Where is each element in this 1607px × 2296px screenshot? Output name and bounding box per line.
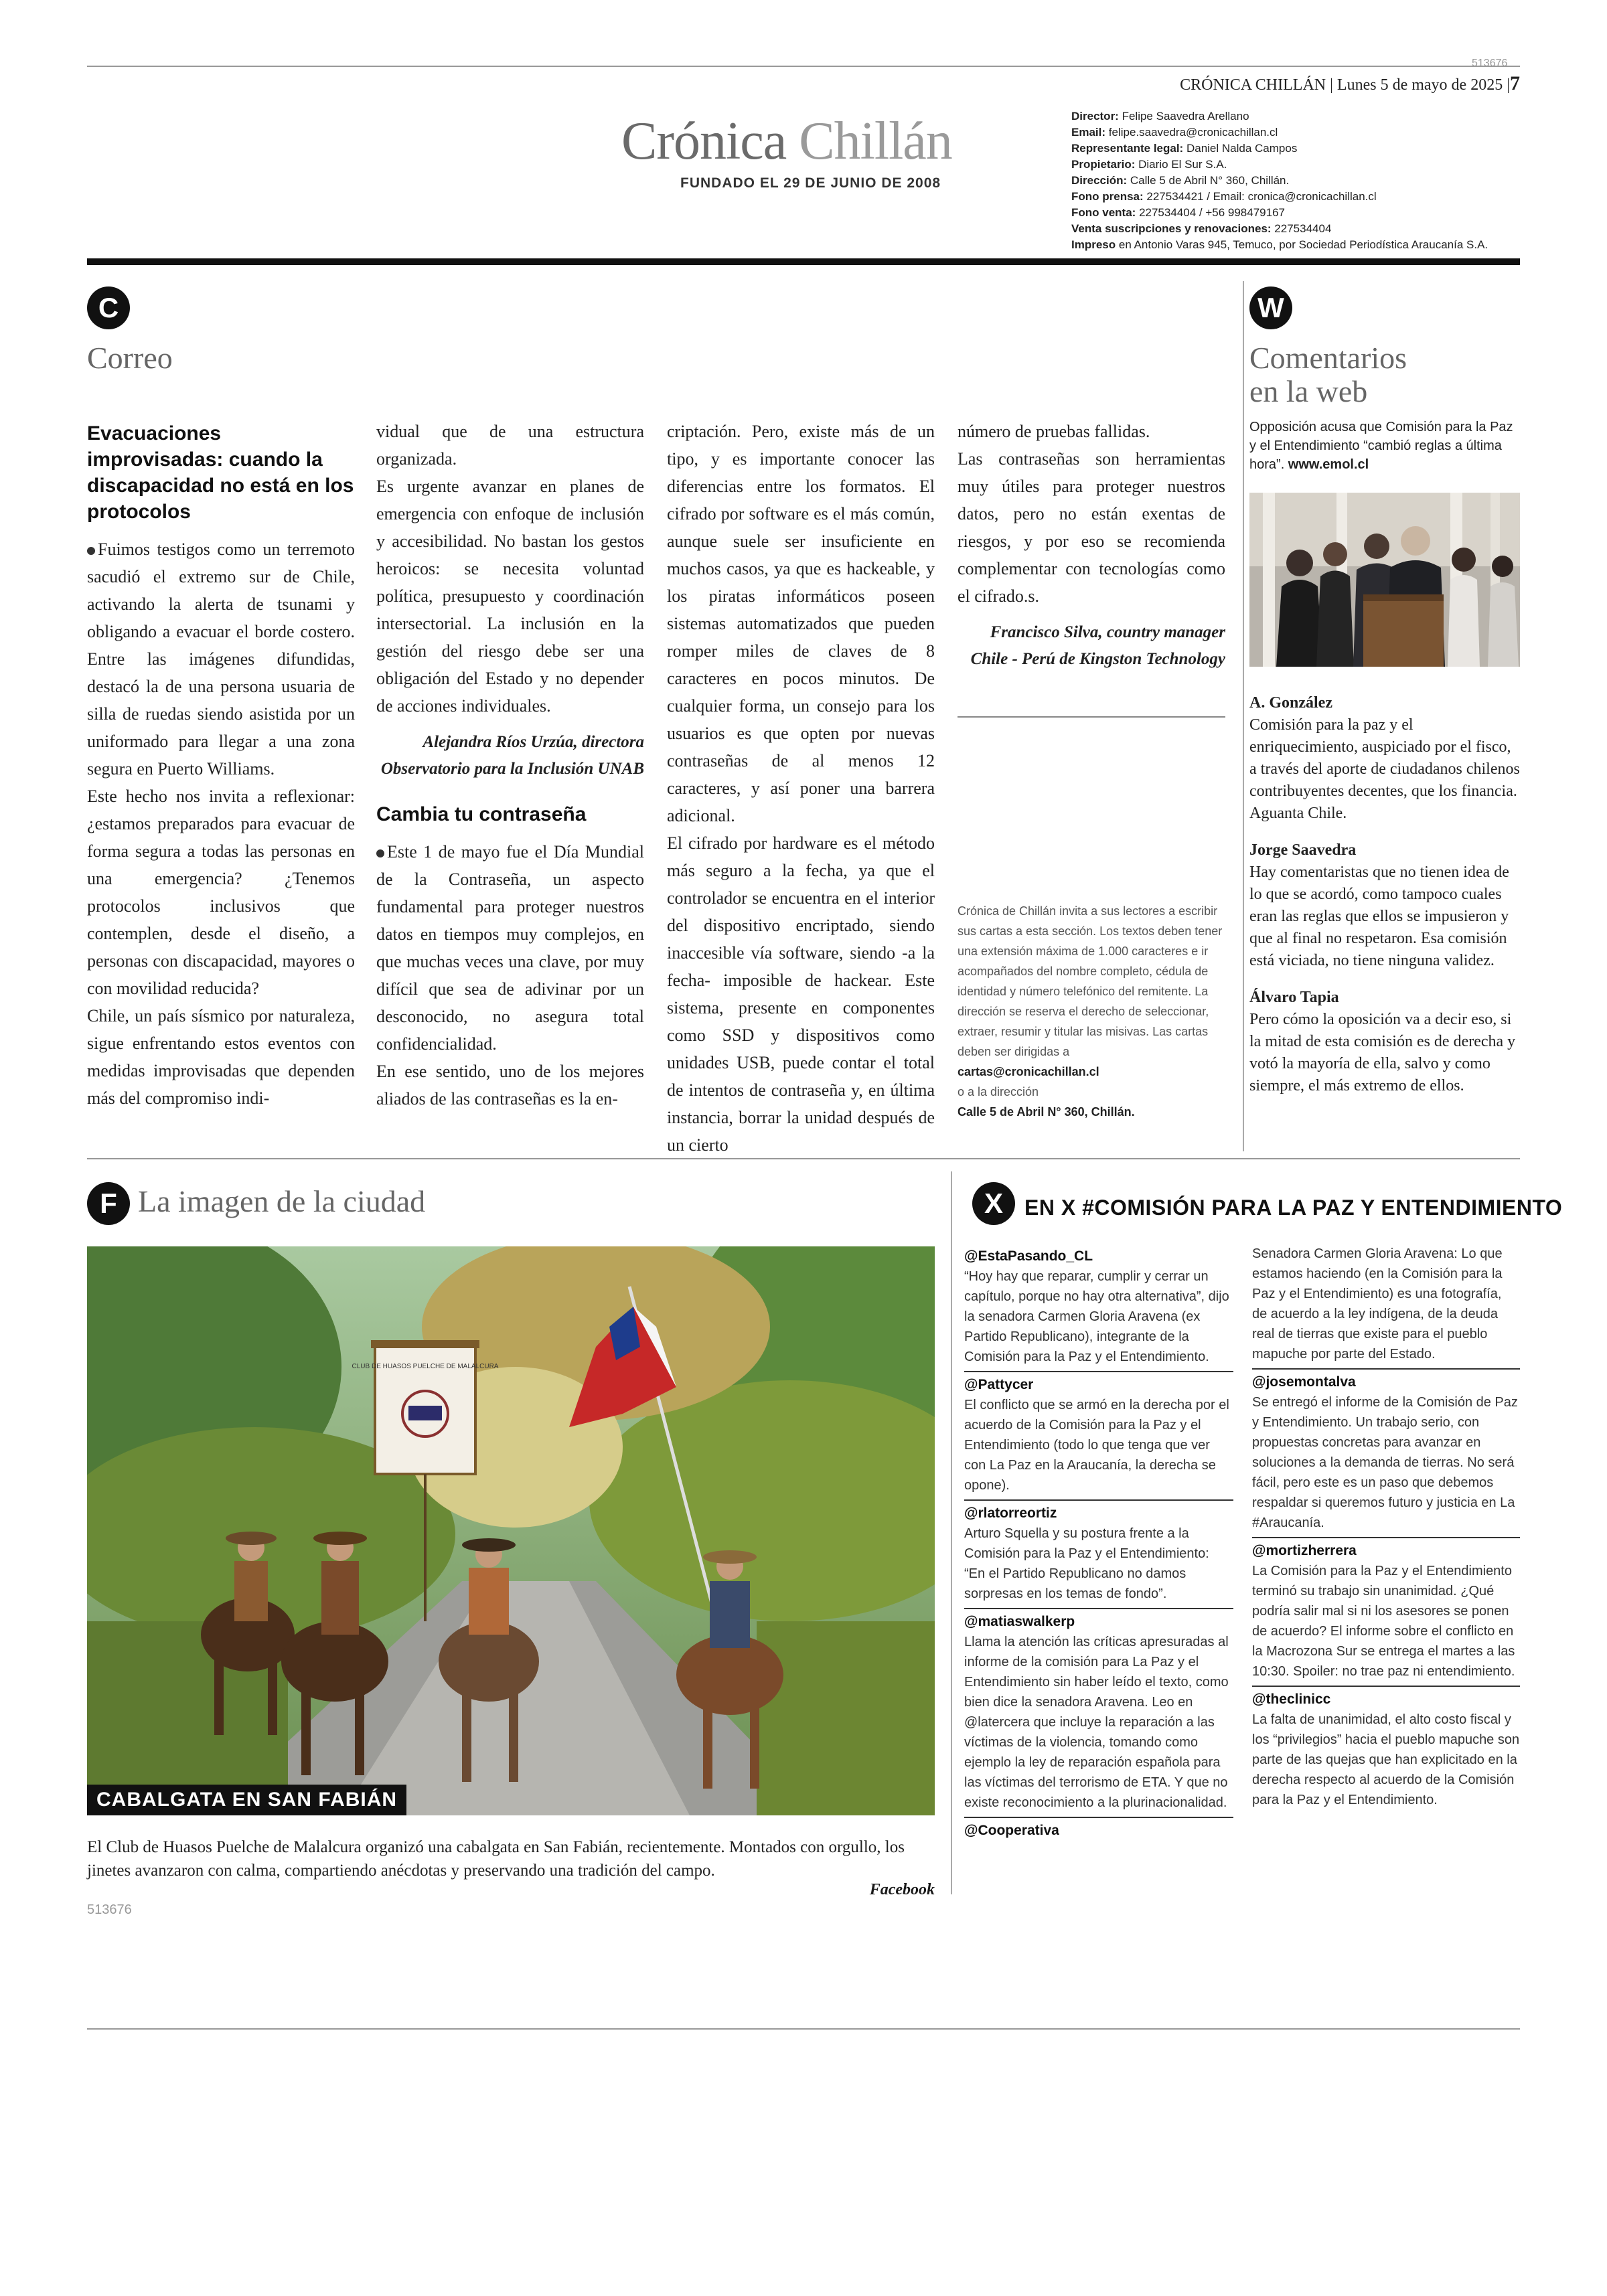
- letter-col-3: [667, 418, 935, 1159]
- letter-1-signature: Alejandra Ríos Urzúa, directora Observatorio para la Inclusión UNAB: [380, 733, 644, 778]
- staff-row: Fono prensa: 227534421 / Email: cronica@cronicachillan.cl: [1071, 190, 1377, 203]
- tweet-handle[interactable]: @Pattycer: [964, 1371, 1233, 1395]
- web-letter-icon: W: [1249, 286, 1292, 329]
- page-header-line: [1180, 72, 1520, 95]
- tweet: [1252, 1537, 1520, 1682]
- letter-2-para: número de pruebas fallidas.: [958, 422, 1150, 441]
- letter-col-4: [958, 418, 1225, 673]
- tweet-text: “Hoy hay que reparar, cumplir y cerrar un capítulo, porque no hay otra alternativa”, dijo la senadora Carmen Gloria Aravena (ex Partido Republicano), integrante de la Comisión para la Paz y el Entendimiento.: [964, 1269, 1229, 1364]
- tweet: [964, 1371, 1233, 1495]
- tweet-text: La Comisión para la Paz y el Entendimiento terminó su trabajo sin unanimidad. ¿Qué podría salir mal si ni los asesores se ponen de acuerdo? El informe sobre el conflicto en la Macrozona Sur se entrega el martes a las 10:30. Spoiler: no trae paz ni entendimiento.: [1252, 1564, 1515, 1679]
- letter-2-para: Las contraseñas son herramientas muy útiles para proteger nuestros datos, pero no están exentas de riesgos, y por eso se recomienda complementar con tecnologías como el cifrado.s.: [958, 449, 1225, 606]
- tweet-text: La falta de unanimidad, el alto costo fiscal y los “privilegios” hacia el pueblo mapuche son parte de las quejas que han explicitado en la derecha respecto al acuerdo de la Comisión para la Paz y el Entendimiento.: [1252, 1712, 1520, 1807]
- letter-2-headline: Cambia tu contraseña: [376, 803, 587, 825]
- tweet: [1252, 1368, 1520, 1533]
- top-rule: [87, 66, 1520, 67]
- x-letter-icon: X: [972, 1182, 1015, 1225]
- bullet-icon: [376, 849, 384, 857]
- bullet-icon: [87, 547, 95, 555]
- letters-or: o a la dirección: [958, 1085, 1039, 1098]
- letter-col-2: [376, 418, 644, 1113]
- header-thick-rule: [87, 258, 1520, 265]
- imagen-title: La imagen de la ciudad: [138, 1184, 426, 1218]
- web-comments-list: [1249, 692, 1520, 1097]
- masthead-title-part1: Crónica: [621, 112, 799, 171]
- x-title: EN X #COMISIÓN PARA LA PAZ Y ENTENDIMIENTO: [1024, 1196, 1563, 1220]
- bottom-rule: [87, 2028, 1520, 2030]
- web-comment-text: Pero cómo la oposición va a decir eso, si la mitad de esta comisión es de derecha y votó la mayoría de ella, salvo y como siempre, el más extremo de ellos.: [1249, 1011, 1516, 1094]
- notice-rule: [958, 716, 1225, 718]
- letters-address: Calle 5 de Abril N° 360, Chillán.: [958, 1105, 1135, 1119]
- press-conference-image: [1249, 493, 1520, 667]
- staff-box: [1071, 108, 1527, 253]
- tweet-handle[interactable]: @EstaPasando_CL: [964, 1248, 1093, 1264]
- letter-1-para: Este hecho nos invita a reflexionar: ¿estamos preparados para evacuar de forma segura a todas las personas en una emergencia? ¿Tenemos protocolos inclusivos que contemplen, desde el diseño, a personas con discapacidad, mayores o con movilidad reducida?: [87, 787, 355, 998]
- tweet-handle[interactable]: @theclinicc: [1252, 1686, 1520, 1710]
- letter-1-para: Fuimos testigos como un terremoto sacudió el extremo sur de Chile, activando la alerta de tsunami y obligando a evacuar el borde costero. Entre las imágenes difundidas, destacó la de una persona usuaria de silla de ruedas siendo asistida por un uniformado para llegar a una zona segura en Puerto Williams.: [87, 540, 355, 778]
- web-comment: [1249, 692, 1520, 825]
- photo-label: CABALGATA EN SAN FABIÁN: [87, 1785, 406, 1815]
- tweet-text: Arturo Squella y su postura frente a la Comisión para la Paz y el Entendimiento: “En el Partido Republicano no damos sorpresas en los temas de fondo”.: [964, 1526, 1209, 1601]
- tweet-text: Senadora Carmen Gloria Aravena: Lo que estamos haciendo (en la Comisión para la Paz y el Entendimiento) es una fotografía, de acuerdo a la ley indígena, de la deuda real de tierras que existe para el pueblo mapuche por parte del Estado.: [1252, 1246, 1503, 1362]
- tweet: [964, 1608, 1233, 1813]
- letter-1-col-1: [87, 420, 355, 1112]
- tweet: [964, 1817, 1233, 1841]
- masthead-title: [621, 111, 952, 172]
- x-col-1: [964, 1244, 1233, 1845]
- letter-2-para: Este 1 de mayo fue el Día Mundial de la Contraseña, un aspecto fundamental para proteger nuestros datos en tiempos muy complejos, en que muchas veces una clave, por muy difícil que sea de adivinar por un desconocido, no asegura total confidencialidad.: [376, 842, 644, 1054]
- tweet: [964, 1244, 1233, 1367]
- letter-1-para: Chile, un país sísmico por naturaleza, sigue enfrentando estos eventos con medidas improvisadas que dependen más del compromiso indi-: [87, 1006, 355, 1108]
- letter-2-para: El cifrado por hardware es el método más seguro a la fecha, ya que el controlador se encuentra en el interior del dispositivo encriptado, siendo inaccesible vía software, siendo -a la fecha- imposible de hackear. Este sistema, presente en componentes como SSD y dispositivos como unidades USB, puede contar el total de intentos de contraseña y, en última instancia, borrar la unidad después de un cierto: [667, 833, 935, 1155]
- web-comment-text: Comisión para la paz y el enriquecimiento, auspiciado por el fisco, a través del aporte de ciudadanos chilenos contribuyentes decentes, que los financia. Aguanta Chile.: [1249, 716, 1520, 822]
- page-header-text: CRÓNICA CHILLÁN | Lunes 5 de mayo de 2025 |: [1180, 76, 1510, 94]
- letter-1-para: Es urgente avanzar en planes de emergencia con enfoque de inclusión y accesibilidad. No bastan los gestos heroicos: se necesita voluntad política, presupuesto y coordinación intersectorial. La inclusión en la gestión del riesgo debe ser una obligación del Estado y no depender de acciones individuales.: [376, 477, 644, 716]
- tweet-handle[interactable]: @mortizherrera: [1252, 1537, 1520, 1561]
- letters-notice: Crónica de Chillán invita a sus lectores a escribir sus cartas a esta sección. Los textos deben tener una extensión máxima de 1.000 caracteres e ir acompañados del nombre completo, cédula de identidad y número telefónico del remitente. La dirección se reserva el derecho de seleccionar, extraer, resumir y titular las misivas. Las cartas deben ser dirigidas a cartas@cronicachillan.cl o a la dirección Calle 5 de Abril N° 360, Chillán.: [958, 901, 1225, 1122]
- staff-row: Email: felipe.saavedra@cronicachillan.cl: [1071, 126, 1278, 139]
- staff-row: Impreso en Antonio Varas 945, Temuco, por Sociedad Periodística Araucanía S.A.: [1071, 238, 1488, 251]
- web-comment: [1249, 839, 1520, 972]
- web-comment-author: Jorge Saavedra: [1249, 841, 1357, 859]
- tweet-text: Llama la atención las críticas apresuradas al informe de la comisión para La Paz y el Entendimiento sin haber leído el texto, como bien dice la senadora Aravena. Leo en @latercera que incluye la reparación a las víctimas de la violencia, tomando como ejemplo la ley de reparación española para las víctimas del terrorismo de ETA. Y que no existe reconocimiento a la plurinacionalidad.: [964, 1635, 1229, 1810]
- letter-1-para: vidual que de una estructura organizada.: [376, 422, 644, 469]
- tweet: [1252, 1244, 1520, 1364]
- tweet: [1252, 1686, 1520, 1810]
- masthead-title-part2: Chillán: [799, 112, 952, 171]
- web-column-divider: [1243, 281, 1244, 1151]
- page-number: 7: [1510, 72, 1520, 94]
- masthead-founded: FUNDADO EL 29 DE JUNIO DE 2008: [680, 175, 941, 191]
- staff-row: Representante legal: Daniel Nalda Campos: [1071, 142, 1298, 155]
- web-comment-author: Álvaro Tapia: [1249, 989, 1339, 1006]
- corner-code: 513676: [1472, 58, 1508, 69]
- web-comment-author: A. González: [1249, 694, 1332, 712]
- banner-text: CLUB DE HUASOS PUELCHE DE MALALCURA: [352, 1363, 499, 1370]
- x-column-divider: [951, 1171, 952, 1894]
- correo-title: Correo: [87, 341, 173, 375]
- tweet-text: Se entregó el informe de la Comisión de Paz y Entendimiento. Un trabajo serio, con propuestas concretas para avanzar en soluciones a la demanda de tierras. No será fácil, pero este es un paso que debemos respaldar si queremos futuro y justicia en La #Araucanía.: [1252, 1395, 1518, 1530]
- letter-2-para: En ese sentido, uno de los mejores aliados de las contraseñas es la en-: [376, 1062, 644, 1109]
- web-comment-text: Hay comentaristas que no tienen idea de lo que se acordó, como tampoco cuales eran las reglas que ellos se impusieron y que al final no respetaron. Esa comisión está viciada, no tiene ninguna validez.: [1249, 864, 1509, 969]
- web-title: Comentarios en la web: [1249, 341, 1407, 408]
- web-lead-site[interactable]: www.emol.cl: [1284, 457, 1369, 472]
- bottom-code: 513676: [87, 1902, 132, 1917]
- horse-riders-image: [87, 1246, 935, 1815]
- correo-letter-icon: C: [87, 286, 130, 329]
- tweet-text: El conflicto que se armó en la derecha por el acuerdo de la Comisión para la Paz y el Entendimiento (todo lo que tenga que ver con La Paz en la Araucanía, la derecha se opone).: [964, 1398, 1229, 1493]
- staff-row: Dirección: Calle 5 de Abril N° 360, Chillán.: [1071, 174, 1290, 187]
- imagen-letter-icon: F: [87, 1182, 130, 1225]
- web-comment: [1249, 987, 1520, 1097]
- tweet-handle[interactable]: @matiaswalkerp: [964, 1608, 1233, 1632]
- x-col-2: [1252, 1244, 1520, 1814]
- tweet-handle[interactable]: @Cooperativa: [964, 1817, 1233, 1841]
- letter-2-signature: Francisco Silva, country manager Chile - Perú de Kingston Technology: [970, 623, 1225, 668]
- tweet: [964, 1499, 1233, 1604]
- staff-row: Director: Felipe Saavedra Arellano: [1071, 110, 1249, 122]
- letter-2-para: criptación. Pero, existe más de un tipo, y es importante conocer las diferencias entre los formatos. El cifrado por software es el más común, aunque suele ser insuficiente en muchos casos, ya que es hackeable, y los piratas informáticos poseen sistemas automatizados que pueden romper miles de claves de 8 caracteres en pocos minutos. De cualquier forma, un consejo para los usuarios es que opten por nuevas contraseñas de al menos 12 caracteres, y así poner una barrera adicional.: [667, 422, 935, 825]
- photo-caption: El Club de Huasos Puelche de Malalcura organizó una cabalgata en San Fabián, recientemente. Montados con orgullo, los jinetes avanzaron con calma, compartiendo anécdotas y preservando una tradición del campo.: [87, 1838, 905, 1880]
- letters-email-link[interactable]: cartas@cronicachillan.cl: [958, 1065, 1099, 1078]
- staff-row: Propietario: Diario El Sur S.A.: [1071, 158, 1227, 171]
- web-lead: Opposición acusa que Comisión para la Paz y el Entendimiento “cambió reglas a última hora”. www.emol.cl: [1249, 420, 1513, 472]
- web-photo: [1249, 493, 1520, 667]
- mid-rule: [87, 1158, 1520, 1159]
- staff-row: Fono venta: 227534404 / +56 998479167: [1071, 206, 1285, 219]
- staff-row: Venta suscripciones y renovaciones: 227534404: [1071, 222, 1332, 235]
- tweet-handle[interactable]: @josemontalva: [1252, 1368, 1520, 1392]
- photo-credit: Facebook: [869, 1881, 935, 1898]
- tweet-handle[interactable]: @rlatorreortiz: [964, 1499, 1233, 1524]
- city-photo: [87, 1246, 935, 1815]
- letter-1-headline: Evacuaciones improvisadas: cuando la discapacidad no está en los protocolos: [87, 422, 354, 523]
